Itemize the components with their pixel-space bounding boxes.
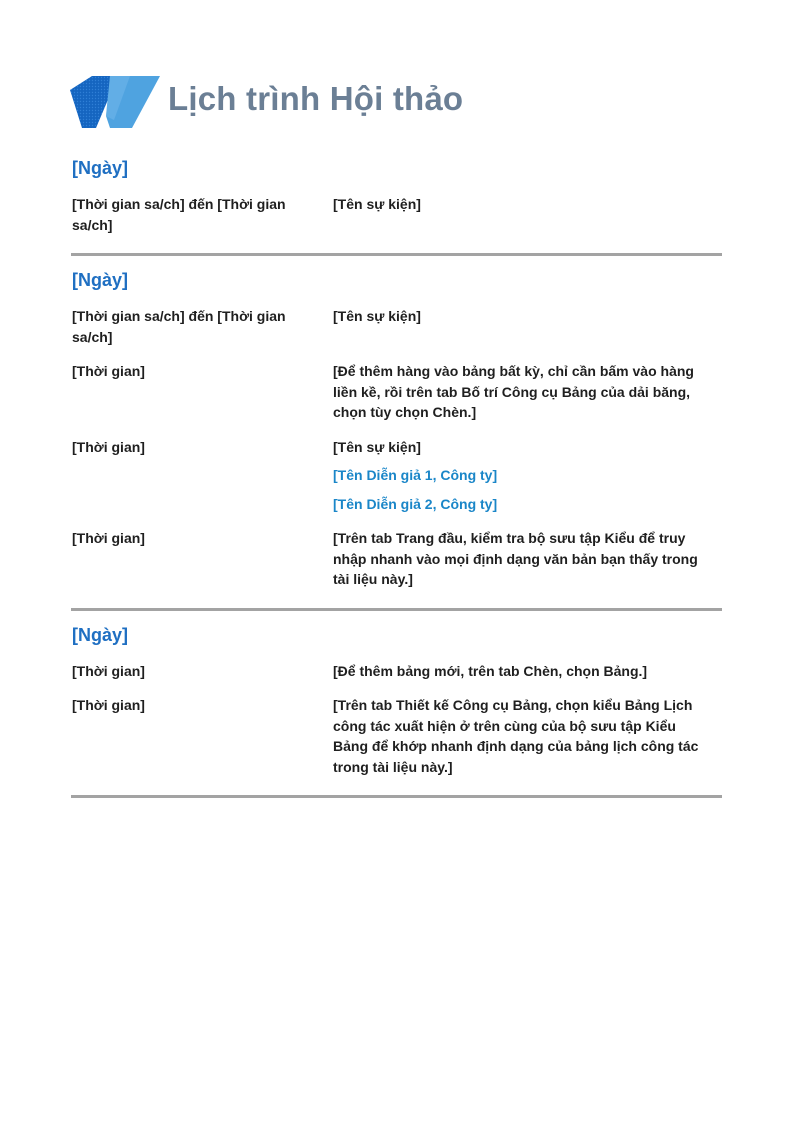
time-cell: [Thời gian] (72, 662, 145, 679)
day-section (71, 156, 722, 256)
event-name: [Để thêm bảng mới, trên tab Chèn, chọn Bảng.] (333, 662, 648, 679)
day-section (71, 268, 722, 611)
time-cell: [Thời gian] (72, 363, 145, 379)
agenda-row (71, 306, 722, 347)
day-heading: [Ngày] (72, 158, 129, 178)
agenda-row (71, 361, 722, 423)
time-cell: [Thời gian] (72, 697, 145, 713)
event-name: [Tên sự kiện] (333, 196, 421, 212)
agenda-table (71, 152, 722, 810)
time-cell: [Thời gian sa/ch] đến [Thời gian sa/ch] (72, 308, 286, 345)
speaker-name: [Tên Diễn giả 1, Công ty] (333, 467, 498, 483)
agenda-row (71, 661, 722, 682)
time-cell: [Thời gian] (72, 530, 145, 546)
event-cell (333, 661, 722, 682)
event-name: [Trên tab Trang đầu, kiểm tra bộ sưu tập Kiểu để truy nhập nhanh vào mọi định dạng văn bản bạn thấy trong tài liệu này.] (333, 530, 698, 587)
day-heading: [Ngày] (72, 624, 129, 645)
speaker-name: [Tên Diễn giả 2, Công ty] (333, 495, 498, 512)
event-cell (333, 306, 722, 347)
event-cell (333, 194, 722, 235)
chevron-logo-icon (70, 76, 160, 128)
event-name: [Tên sự kiện] (333, 438, 421, 455)
agenda-row (71, 528, 722, 590)
time-cell: [Thời gian sa/ch] đến [Thời gian sa/ch] (72, 196, 286, 233)
agenda-row (71, 695, 722, 777)
agenda-row (71, 437, 722, 515)
agenda-row (71, 194, 722, 235)
day-section (71, 623, 722, 799)
time-cell: [Thời gian] (72, 438, 145, 455)
event-cell (333, 437, 722, 515)
page-title: Lịch trình Hội thảo (168, 79, 464, 117)
document-header (70, 72, 463, 132)
day-heading: [Ngày] (72, 270, 129, 290)
event-cell (333, 528, 722, 590)
event-name: [Trên tab Thiết kế Công cụ Bảng, chọn kiểu Bảng Lịch công tác xuất hiện ở trên cùng của bộ sưu tập Kiểu Bảng để khớp nhanh định dạng của bảng lịch công tác trong tài liệu này.] (333, 697, 699, 775)
event-cell (333, 695, 722, 777)
event-name: [Để thêm hàng vào bảng bất kỳ, chỉ cần bấm vào hàng liền kề, rồi trên tab Bố trí Công cụ Bảng của dải băng, chọn tùy chọn Chèn.] (333, 363, 694, 420)
event-cell (333, 361, 722, 423)
event-name: [Tên sự kiện] (333, 308, 421, 324)
